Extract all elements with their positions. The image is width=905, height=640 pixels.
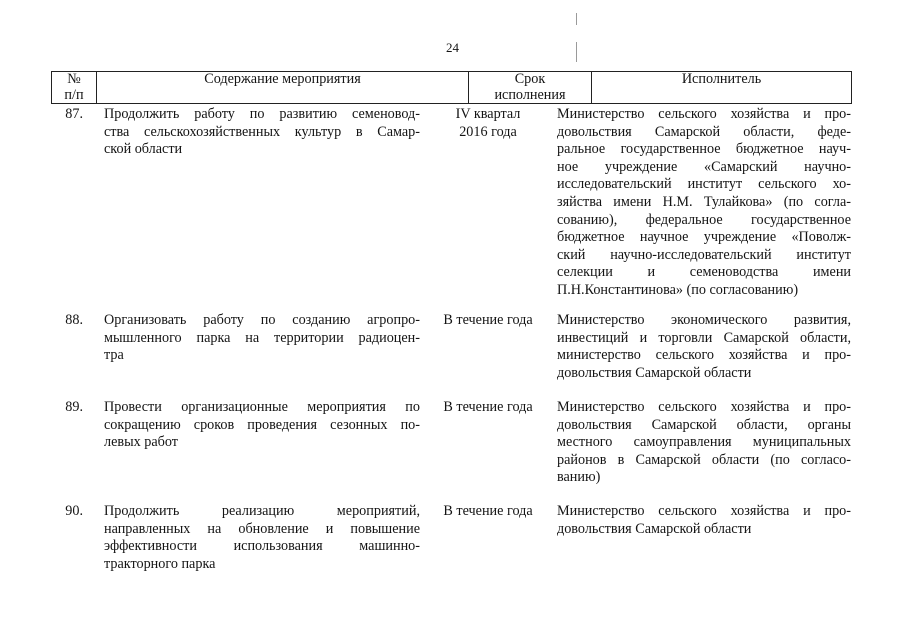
- content-line: тра: [104, 347, 124, 364]
- executor-line: зяйства имени Н.М. Тулайкова» (по согла-: [557, 193, 851, 210]
- table-row: [51, 503, 851, 575]
- content-line: направленных на обновление и повышение: [104, 520, 420, 537]
- executor-line: Министерство сельского хозяйства и про-: [557, 106, 851, 122]
- term-line: 2016 года: [459, 123, 517, 140]
- executor-line: ное учреждение «Самарский научно-: [557, 158, 851, 175]
- row-executor: [557, 312, 851, 382]
- executor-line: Министерство экономического развития,: [557, 312, 851, 328]
- executor-line: Министерство сельского хозяйства и про-: [557, 503, 851, 519]
- executor-line: довольствия Самарской области, феде-: [557, 123, 851, 140]
- content-line: Продолжить работу по развитию семеновод-: [104, 106, 420, 122]
- executor-line: районов в Самарской области (по согласо-: [557, 451, 851, 468]
- row-term: [428, 312, 548, 330]
- term-line: IV квартал: [455, 106, 521, 122]
- executor-line: ский научно-исследовательский институт: [557, 246, 851, 263]
- content-line: левых работ: [104, 434, 178, 451]
- term-line: В течение года: [443, 399, 533, 415]
- header-executor-label: Исполнитель: [681, 71, 762, 87]
- header-term-label: Срок исполнения: [494, 71, 566, 103]
- table-row: [51, 312, 851, 384]
- row-executor: [557, 399, 851, 487]
- row-content: [104, 399, 420, 452]
- content-line: тракторного парка: [104, 555, 216, 572]
- table-row: [51, 106, 851, 296]
- executor-line: бюджетное научное учреждение «Поволж-: [557, 229, 851, 246]
- executor-line: ванию): [557, 469, 601, 486]
- row-content: [104, 503, 420, 573]
- row-number: 87.: [65, 106, 83, 122]
- content-line: мышленного парка на территории радиоцен-: [104, 329, 420, 346]
- executor-line: местного самоуправления муниципальных: [557, 434, 851, 451]
- page-number: 24: [446, 40, 459, 55]
- header-num: [52, 72, 97, 104]
- row-term: [428, 503, 548, 521]
- content-line: Продолжить реализацию мероприятий,: [104, 503, 420, 519]
- scan-mark-top: [576, 13, 577, 25]
- executor-line: довольствия Самарской области: [557, 364, 752, 381]
- table-row: [51, 399, 851, 489]
- executor-line: инвестиций и торговли Самарской области,: [557, 329, 851, 346]
- executor-line: селекции и семеноводства имени: [557, 264, 851, 281]
- content-line: Провести организационные мероприятия по: [104, 399, 420, 415]
- term-line: В течение года: [443, 312, 533, 328]
- row-content: [104, 312, 420, 365]
- executor-line: исследовательский институт сельского хо-: [557, 176, 851, 193]
- header-num-label: № п/п: [64, 71, 84, 103]
- row-term: [428, 106, 548, 141]
- row-number: 89.: [65, 399, 83, 415]
- row-number: 90.: [65, 503, 83, 519]
- executor-line: Министерство сельского хозяйства и про-: [557, 399, 851, 415]
- header-executor: [592, 72, 852, 104]
- row-executor: [557, 106, 851, 300]
- row-term: [428, 399, 548, 417]
- table-header: [51, 71, 852, 104]
- row-number: 88.: [65, 312, 83, 328]
- executor-line: министерство сельского хозяйства и про-: [557, 347, 851, 364]
- executor-line: довольствия Самарской области, органы: [557, 416, 851, 433]
- header-term: [469, 72, 592, 104]
- executor-line: ральное государственное бюджетное науч-: [557, 141, 851, 158]
- row-content: [104, 106, 420, 159]
- header-content-label: Содержание мероприятия: [204, 71, 361, 87]
- content-line: сокращению сроков проведения сезонных по-: [104, 416, 420, 433]
- content-line: ской области: [104, 141, 183, 158]
- executor-line: П.Н.Константинова» (по согласованию): [557, 281, 799, 298]
- term-line: В течение года: [443, 503, 533, 519]
- header-content: [97, 72, 469, 104]
- content-line: Организовать работу по созданию агропро-: [104, 312, 420, 328]
- content-line: ства сельскохозяйственных культур в Самар-: [104, 123, 420, 140]
- executor-line: довольствия Самарской области: [557, 520, 752, 537]
- executor-line: сованию), федеральное государственное: [557, 211, 851, 228]
- row-executor: [557, 503, 851, 538]
- content-line: эффективности использования машинно-: [104, 538, 420, 555]
